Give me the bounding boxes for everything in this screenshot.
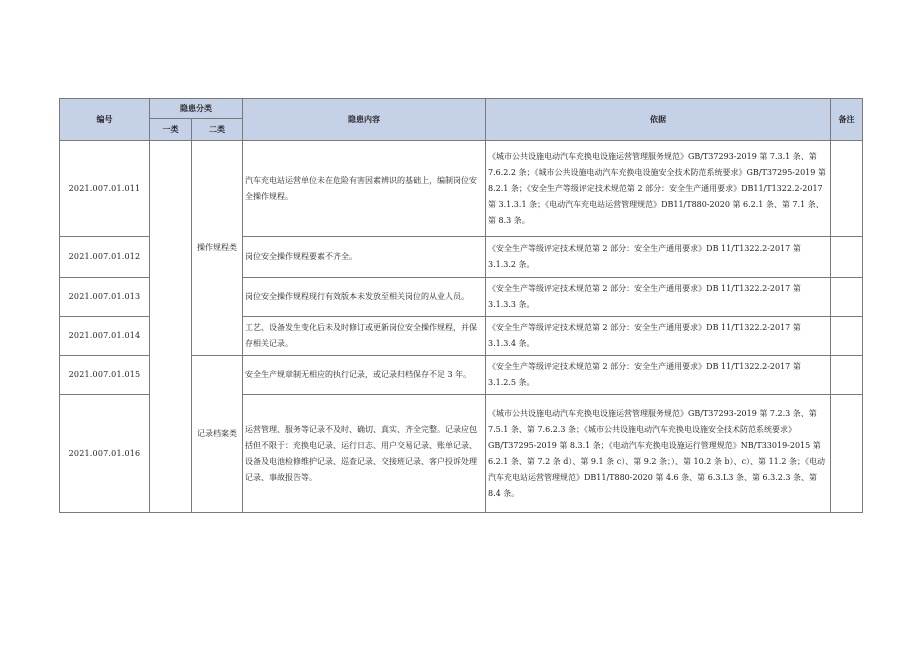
row-remarks xyxy=(831,141,863,237)
row-code: 2021.007.01.014 xyxy=(60,317,150,356)
row-remarks xyxy=(831,395,863,513)
header-category-level1: 一类 xyxy=(150,119,192,141)
header-basis: 依据 xyxy=(486,99,831,141)
row-content: 岗位安全操作规程现行有效版本未发放至相关岗位的从业人员。 xyxy=(243,278,486,317)
group-op-rules: 操作规程类 xyxy=(192,141,243,356)
category-level1-cell xyxy=(150,141,192,513)
row-basis: 《安全生产等级评定技术规范第 2 部分：安全生产通用要求》DB 11/T1322.2-2017 第 3.1.3.4 条。 xyxy=(486,317,831,356)
row-remarks xyxy=(831,317,863,356)
row-content: 汽车充电站运营单位未在危险有害因素辨识的基础上，编制岗位安全操作规程。 xyxy=(243,141,486,237)
header-content: 隐患内容 xyxy=(243,99,486,141)
row-content: 工艺、设备发生变化后未及时修订或更新岗位安全操作规程，并保存相关记录。 xyxy=(243,317,486,356)
group-records: 记录档案类 xyxy=(192,356,243,513)
row-code: 2021.007.01.013 xyxy=(60,278,150,317)
row-basis: 《城市公共设施电动汽车充换电设施运营管理服务规范》GB/T37293-2019 第 7.2.3 条、第 7.5.1 条、第 7.6.2.3 条；《城市公共设施电动汽车充换电设施安全技术防范系统要求》GB/T37295-2019 第 8.3.1 条；《电动汽车充换电设施运行管理规范》NB/T33019-2015 第 6.2.1 条、第 7.2 条 d）、第 9.1 条 c）、第 9.2 条；）、第 10.2 条 b）、c）、第 11.2 条；《电动汽车充电站运营管理规范》DB11/T880-2020 第 4.6 条、第 6.3.L3 条、第 6.3.2.3 条、第 8.4 条。 xyxy=(486,395,831,513)
row-code: 2021.007.01.012 xyxy=(60,237,150,278)
row-basis: 《城市公共设施电动汽车充换电设施运营管理服务规范》GB/T37293-2019 第 7.3.1 条、第 7.6.2.2 条；《城市公共设施电动汽车充换电设施安全技术防范系统要求》GB/T37295-2019 第 8.2.1 条；《安全生产等级评定技术规范第 2 部分：安全生产通用要求》DB11/T1322.2-2017 第 3.1.3.1 条；《电动汽车充电站运营管理规范》DB11/T880-2020 第 6.2.1 条、第 7.1 条、第 8.3 条。 xyxy=(486,141,831,237)
row-remarks xyxy=(831,237,863,278)
row-code: 2021.007.01.015 xyxy=(60,356,150,395)
header-code: 编号 xyxy=(60,99,150,141)
row-basis: 《安全生产等级评定技术规范第 2 部分：安全生产通用要求》DB 11/T1322.2-2017 第 3.1.3.2 条。 xyxy=(486,237,831,278)
row-remarks xyxy=(831,356,863,395)
row-content: 运营管理、服务等记录不及时、确切、真实、齐全完整。记录应包括但不限于：充换电记录、运行日志、用户交易记录、账单记录、设备及电池检修维护记录、巡查记录、交接班记录、客户投诉处理记录、事故报告等。 xyxy=(243,395,486,513)
hazard-table xyxy=(59,98,863,513)
header-category-level2: 二类 xyxy=(192,119,243,141)
row-remarks xyxy=(831,278,863,317)
row-content: 岗位安全操作规程要素不齐全。 xyxy=(243,237,486,278)
row-content: 安全生产规章制无相应的执行记录，或记录归档保存不足 3 年。 xyxy=(243,356,486,395)
row-code: 2021.007.01.011 xyxy=(60,141,150,237)
table-row xyxy=(60,141,863,237)
header-row xyxy=(60,99,863,119)
row-basis: 《安全生产等级评定技术规范第 2 部分：安全生产通用要求》DB 11/T1322.2-2017 第 3.1.3.3 条。 xyxy=(486,278,831,317)
header-category: 隐患分类 xyxy=(150,99,243,119)
row-code: 2021.007.01.016 xyxy=(60,395,150,513)
row-basis: 《安全生产等级评定技术规范第 2 部分：安全生产通用要求》DB 11/T1322.2-2017 第 3.1.2.5 条。 xyxy=(486,356,831,395)
header-remarks: 备注 xyxy=(831,99,863,141)
